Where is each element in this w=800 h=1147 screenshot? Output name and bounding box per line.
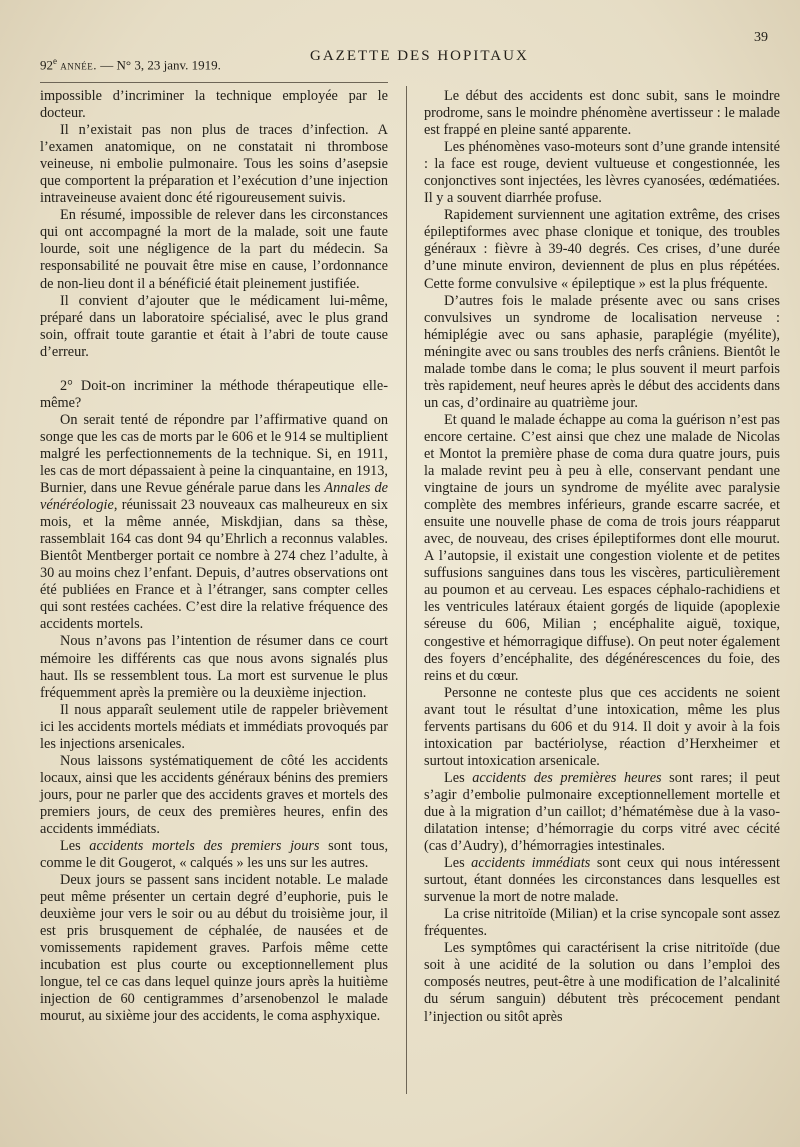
- text-run: impossible d’incriminer la technique employée par le docteur.: [40, 88, 388, 122]
- text-run: Et quand le malade échappe au coma la guérison n’est pas encore certaine. C’est ainsi que chez une malade de Nicolas et Montot la première phase de coma dura quatre jours, puis la malade revint peu à peu à elle, conservant pendant une vingtaine de jours un syndrome de myélite avec paralysie complète des membres inférieurs, grande escarre sacrée, et ensuite une nouvelle phase de coma de trois jours réapparut avec, de nouveau, des crises épileptiformes dont elle mourut. A l’autopsie, il existait une congestion violente et de petites suffusions sanguines dans tous les viscères, particulièrement au poumon et au cerveau. Les espaces céphalo-rachidiens et les ventricules latéraux étaient gorgés de liquide (apoplexie séreuse du 606, Milian ; encéphalite aiguë, toxique, congestive et hémorragique diffuse). On peut noter également des foyers d’encéphalite, des dégénérescences du foie, des reins et du cœur.: [424, 411, 780, 684]
- paragraph: [40, 88, 388, 122]
- text-run: 2° Doit-on incriminer la méthode thérapeutique elle-même?: [40, 377, 388, 411]
- text-run: sont tous, comme le dit Gougerot, « calqués » les uns sur les autres.: [40, 838, 389, 872]
- text-run: On serait tenté de répondre par l’affirmative quand on songe que les cas de morts par le 606 et le 914 se multiplient malgré les perfectionnements de la technique. Si, en 1911, les cas de mort dépassaient à peine la cinquantaine, en 1913, Burnier, dans une Revue générale parue dans les: [40, 411, 388, 497]
- text-run: Il n’existait pas non plus de traces d’infection. A l’examen anatomique, on ne constatait ni thrombose veineuse, ni embolie pulmonaire. Tous les soins d’asepsie que comportent la préparation et l’exécution d’une injection intraveineuse avaient donc été rigoureusement suivis.: [40, 122, 388, 207]
- journal-title: GAZETTE DES HOPITAUX: [310, 48, 529, 64]
- paragraph: [424, 293, 780, 412]
- paragraph: [40, 378, 388, 412]
- paragraph: [40, 293, 388, 361]
- paragraph: [424, 139, 780, 207]
- issue-line: [40, 56, 221, 73]
- paragraph: [40, 872, 388, 1025]
- italic-text: accidents des premières heures: [472, 769, 662, 786]
- italic-text: accidents mortels des premiers jours: [89, 838, 320, 855]
- year-label: année.: [60, 57, 97, 73]
- paragraph: [40, 122, 388, 207]
- year-suffix: e: [53, 56, 57, 66]
- paragraph: [40, 412, 388, 634]
- paragraph: [40, 702, 388, 753]
- italic-text: Annales de vénéréologie: [40, 480, 388, 514]
- text-run: sont rares; il peut s’agir d’embolie pulmonaire exceptionnellement mortelle et due à la migration d’un caillot; d’hématémèse due à la vaso-dilatation intense; d’hémorragie du corps vitré avec cécité (cas d’Audry), d’hémorragies intestinales.: [424, 769, 780, 855]
- text-run: La crise nitritoïde (Milian) et la crise syncopale sont assez fréquentes.: [424, 906, 780, 940]
- text-run: Nous laissons systématiquement de côté les accidents locaux, ainsi que les accidents généraux bénins des premiers jours, pour ne parler que des accidents graves et mortels des premiers jours, de ceux des premières heures, enfin des accidents immédiats.: [40, 752, 388, 837]
- paragraph: [424, 207, 780, 292]
- text-run: Il convient d’ajouter que le médicament lui-même, préparé dans un laboratoire spécialisé, avec le plus grand soin, offrait toute garantie et était à l’abri de toute cause d’erreur.: [40, 292, 388, 360]
- page-number: 39: [754, 30, 768, 45]
- paragraph: [40, 753, 388, 838]
- text-run: Les phénomènes vaso-moteurs sont d’une grande intensité : la face est rouge, devient vultueuse et congestionnée, les conjonctives sont injectées, les lèvres cyanosées, œdématiées. Il y a souvent diarrhée profuse.: [424, 139, 780, 207]
- issue-number-date: — N° 3, 23 janv. 1919.: [100, 57, 221, 73]
- paragraph: [40, 207, 388, 292]
- paragraph: [424, 770, 780, 855]
- paragraph: [424, 412, 780, 685]
- year-number: 92: [40, 57, 53, 73]
- paragraph: [40, 633, 388, 701]
- header-rule: [40, 82, 388, 83]
- italic-text: accidents immédiats: [471, 855, 591, 872]
- text-run: sont ceux qui nous intéressent surtout, étant données les circonstances dans lesquelles est survenue la mort de notre malade.: [424, 855, 781, 906]
- column-divider: [406, 86, 407, 1094]
- paragraph: [424, 685, 780, 770]
- text-run: En résumé, impossible de relever dans les circonstances qui ont accompagné la mort de la malade, soit une faute lourde, soit une négligence de la part du médecin. Sa responsabilité ne pouvait être mise en cause, l’ordonnance de non-lieu dont il a bénéficié était pleinement justifiée.: [40, 207, 388, 292]
- text-run: Nous n’avons pas l’intention de résumer dans ce court mémoire les différents cas que nous avons signalés plus haut. Ils se ressemblent tous. La mort est survenue le plus fréquemment après la première ou la deuxième injection.: [40, 633, 388, 701]
- text-run: Les: [60, 838, 90, 855]
- paragraph: [424, 906, 780, 940]
- text-run: , réunissait 23 nouveaux cas malheureux en six mois, et la même année, Miskdjian, dans sa thèse, rassemblait 164 cas dont 94 qu’Ehrlich a reconnus valables. Bientôt Mentberger portait ce nombre à 274 chez l’adulte, à 30 au moins chez l’enfant. Depuis, d’autres observations ont été publiées en France et à l’étranger, sans compter celles qui sont restées cachées. C’est dire la relative fréquence des accidents mortels.: [40, 497, 388, 633]
- text-run: Le début des accidents est donc subit, sans le moindre prodrome, sans le moindre phénomène avertisseur : le malade est frappé en pleine santé apparente.: [424, 88, 780, 139]
- right-column: [424, 88, 780, 1026]
- paragraph: [424, 940, 780, 1025]
- text-run: Personne ne conteste plus que ces accidents ne soient avant tout le résultat d’une intoxication, même les plus fervents partisans du 606 et du 914. Il doit y avoir à la fois intoxication par bactériolyse, réaction d’Herxheimer et surtout intoxication arsenicale.: [424, 684, 780, 769]
- text-run: Les symptômes qui caractérisent la crise nitritoïde (due soit à une acidité de la solution ou dans l’emploi des composés neutres, peut-être à une modification de l’alcalinité du sérum sanguin) débutent très précocement pendant l’injection ou sitôt après: [424, 940, 780, 1025]
- text-run: Deux jours se passent sans incident notable. Le malade peut même présenter un certain degré d’euphorie, puis le deuxième jour vers le soir ou au début du troisième jour, il est pris brusquement de céphalée, de nausées et de vomissements rapidement graves. Parfois même cette incubation est plus courte ou exceptionnellement plus longue, tel ce cas dans lequel quinze jours après la huitième injection de 60 centigrammes d’arsenobenzol le malade mourut, au sixième jour des accidents, le coma asphyxique.: [40, 872, 388, 1025]
- page-header: [40, 30, 768, 73]
- text-run: Il nous apparaît seulement utile de rappeler brièvement ici les accidents mortels médiats et immédiats provoqués par les injections arsenicales.: [40, 701, 388, 752]
- paragraph: [40, 838, 388, 872]
- text-run: Les: [444, 855, 472, 872]
- text-run: Les: [444, 769, 473, 786]
- text-run: D’autres fois le malade présente avec ou sans crises convulsives un syndrome de localisation nerveuse : hémiplégie avec ou sans aphasie, paraplégie (myélite), méningite avec ou sans troubles des nerfs crâniens. Bientôt le malade tombe dans le coma; le plus souvent il meurt parfois très rapidement, neuf heures après le début des accidents dans un cas, d’ordinaire au quatrième jour.: [424, 292, 780, 411]
- paragraph: [424, 88, 780, 139]
- left-column: [40, 88, 388, 1026]
- paragraph: [424, 855, 780, 906]
- text-run: Rapidement surviennent une agitation extrême, des crises épileptiformes avec phase clonique et tonique, des troubles généraux : fièvre à 39-40 degrés. Ces crises, d’une durée d’une minute environ, deviennent de plus en plus répétées. Cette forme convulsive « épileptique » est la plus fréquente.: [424, 207, 780, 292]
